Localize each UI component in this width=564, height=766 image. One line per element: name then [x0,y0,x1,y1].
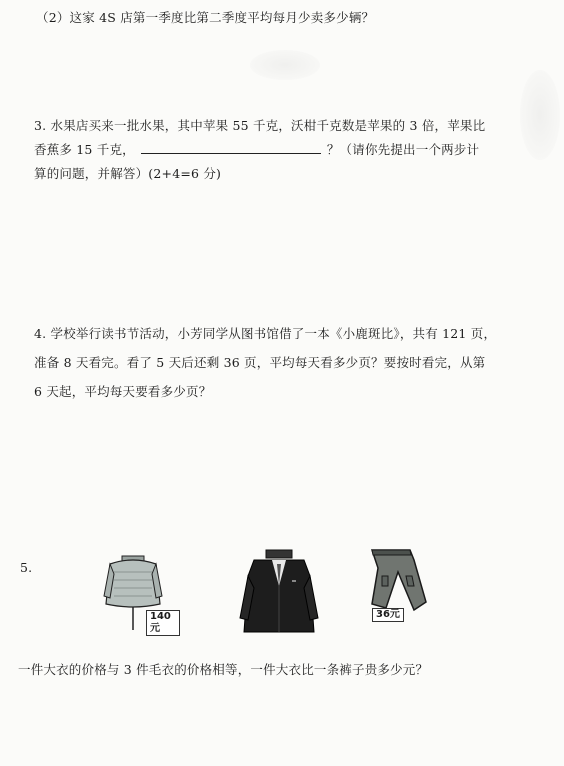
scan-smudge [520,70,560,160]
question-3-line-2-start: 香蕉多 15 千克， [34,142,135,157]
answer-blank[interactable] [141,142,321,154]
question-3-line-1: 3. 水果店买来一批水果，其中苹果 55 千克，沃柑千克数是苹果的 3 倍，苹果比 [34,118,486,133]
scan-smudge [250,50,320,80]
question-3-line-2-end: ？（请你先提出一个两步计 [326,142,480,157]
question-4-line-3: 6 天起，平均每天要看多少页？ [34,384,212,399]
question-5-text: 一件大衣的价格与 3 件毛衣的价格相等，一件大衣比一条裤子贵多少元？ [18,662,429,677]
pants-figure [364,546,434,628]
question-4-line-1: 4. 学校举行读书节活动，小芳同学从图书馆借了一本《小鹿斑比》，共有 121 页， [34,326,497,341]
question-4-line-2: 准备 8 天看完。看了 5 天后还剩 36 页，平均每天看多少页？要按时看完，从第 [34,355,486,370]
question-3-line-2 [34,142,479,158]
question-3-line-3: 算的问题，并解答）(2+4=6 分) [34,166,222,181]
sweater-price-tag: 140元 [146,610,180,636]
question-5-number: 5. [20,560,33,575]
coat-figure [236,546,322,638]
question-2-sub: （2）这家 4S 店第一季度比第二季度平均每月少卖多少辆？ [36,10,375,25]
sweater-figure [100,548,180,632]
coat-icon [236,546,322,638]
pants-price-tag: 36元 [372,608,404,622]
